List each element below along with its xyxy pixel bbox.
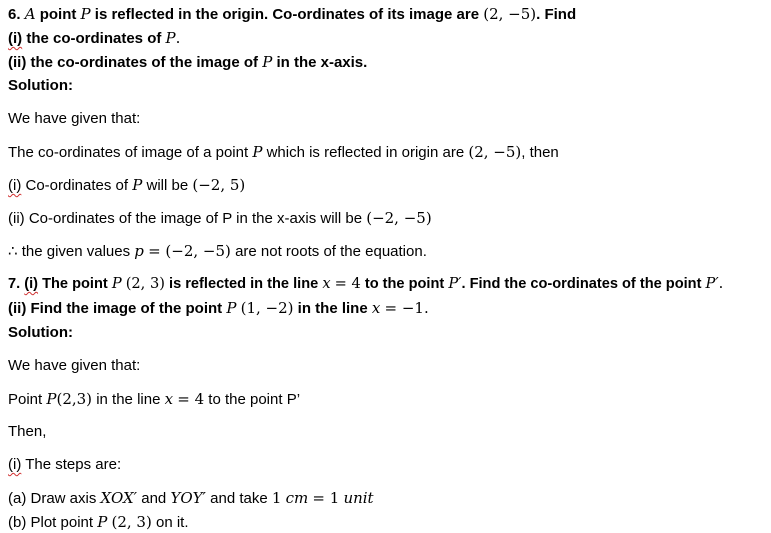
q7-step-a-unit: unit — [343, 489, 374, 507]
q7-step-a-and: and — [141, 490, 167, 507]
q7-part-ii-text: (ii) Find the image of the point — [8, 300, 223, 317]
q7-steps-text: The steps are: — [25, 456, 122, 473]
q7-step-a-take: and take — [210, 490, 268, 507]
q6-title-post: . Find — [536, 6, 577, 23]
var-p-lower: p — [134, 242, 144, 260]
var-p: P — [226, 299, 237, 317]
q6-part-ii-text: (ii) the co-ordinates of the image of — [8, 54, 259, 71]
q6-title-mid: is reflected in the origin. Co-ordinates of its image are — [94, 6, 480, 23]
q6-answer-ii-value: (−2, −5) — [366, 209, 432, 227]
q7-part-i-number: (i) — [24, 276, 39, 292]
q7-title: 7. (i) The point P (2, 3) is reflected in the line x = 4 to the point P′. Find the co-ordinates of the point P′. — [8, 275, 724, 292]
q7-point-eq: = 4 — [177, 390, 205, 408]
axis-xox: XOX′ — [100, 489, 138, 507]
q6-part-i-number: (i) — [8, 30, 23, 47]
q7-part-ii-coords: (1, −2) — [240, 299, 294, 317]
q7-part-i-mid2: to the point — [364, 276, 445, 292]
q6-part-ii — [8, 52, 367, 73]
q7-point-mid: in the line — [96, 391, 161, 408]
q6-image-coords: (2, −5) — [483, 5, 537, 23]
q6-answer-i-value: (−2, 5) — [192, 176, 246, 194]
q6-answer-i — [8, 175, 245, 196]
q7-step-a-pre: (a) Draw axis — [8, 490, 97, 507]
var-x: x — [371, 299, 381, 317]
q6-given: We have given that: — [8, 110, 141, 127]
q7-step-a-one: 1 — [271, 489, 282, 507]
q6-therefore-text: ∴ the given values — [8, 243, 131, 260]
var-p: P — [165, 29, 176, 47]
axis-yoy: YOY′ — [170, 489, 206, 507]
q7-then: Then, — [8, 423, 47, 440]
q6-line1 — [8, 142, 559, 163]
q7-given: We have given that: — [8, 357, 141, 374]
q6-line1-mid: which is reflected in origin are — [266, 144, 465, 161]
var-p: P — [46, 390, 57, 408]
q7-step-a-cm: cm — [285, 489, 309, 507]
q6-answer-ii — [8, 208, 432, 229]
var-p: P — [132, 176, 143, 194]
var-p-prime: P′ — [448, 275, 462, 292]
var-x: x — [164, 390, 174, 408]
q6-answer-i-text: Co-ordinates of — [25, 177, 129, 194]
q7-number: 7. — [8, 276, 21, 292]
var-x: x — [322, 275, 331, 292]
q6-solution-label: Solution: — [8, 77, 73, 94]
q6-number: 6. — [8, 6, 21, 23]
q7-step-a — [8, 488, 374, 509]
var-p: P — [80, 5, 91, 23]
var-p-prime: P′ — [705, 275, 719, 292]
q6-part-i: (i) the co-ordinates of P. — [8, 29, 181, 47]
q7-step-a-eq: = 1 — [312, 489, 340, 507]
q7-part-i-post: . Find the co-ordinates of the point — [461, 276, 702, 292]
var-p: P — [252, 143, 263, 161]
q7-part-ii — [8, 298, 429, 319]
var-a: A — [24, 5, 36, 23]
q7-step-b-pre: (b) Plot point — [8, 514, 94, 531]
q7-step-b-coords: (2, 3) — [111, 513, 152, 531]
q6-line1-pre: The co-ordinates of image of a point — [8, 144, 249, 161]
q7-part-i-text: The point — [42, 276, 108, 292]
q7-part-i-mid: is reflected in the line — [169, 276, 319, 292]
var-p: P — [111, 275, 122, 292]
q7-step-b-post: on it. — [155, 514, 189, 531]
q7-solution-label: Solution: — [8, 324, 73, 341]
q7-part-ii-eq: = −1. — [384, 299, 429, 317]
q7-point-line — [8, 389, 300, 410]
q6-answer-i-number: (i) — [8, 177, 22, 194]
q6-part-i-text: the co-ordinates of — [26, 30, 162, 47]
q6-therefore — [8, 241, 427, 262]
q7-point-pre: Point — [8, 391, 43, 408]
q6-title-pre: point — [39, 6, 77, 23]
q6-answer-ii-text: (ii) Co-ordinates of the image of P in the x-axis will be — [8, 210, 363, 227]
q6-therefore-post: are not roots of the equation. — [235, 243, 427, 260]
q7-point-coords: (2,3) — [56, 390, 93, 408]
q7-point-post: to the point P’ — [208, 391, 301, 408]
q6-part-ii-post: in the x-axis. — [276, 54, 368, 71]
q7-steps-number: (i) — [8, 456, 22, 473]
q6-line1-coords: (2, −5) — [468, 143, 522, 161]
q7-part-ii-mid: in the line — [297, 300, 368, 317]
q7-part-i-coords: (2, 3) — [125, 275, 165, 292]
q7-step-b — [8, 512, 189, 533]
q6-title — [8, 4, 576, 25]
var-p: P — [97, 513, 108, 531]
var-p: P — [262, 53, 273, 71]
q7-steps — [8, 455, 121, 475]
q7-part-i-eq: = 4 — [334, 275, 361, 292]
q6-answer-i-mid: will be — [146, 177, 189, 194]
q6-therefore-eq: = (−2, −5) — [148, 242, 231, 260]
q6-line1-post: , then — [521, 144, 559, 161]
